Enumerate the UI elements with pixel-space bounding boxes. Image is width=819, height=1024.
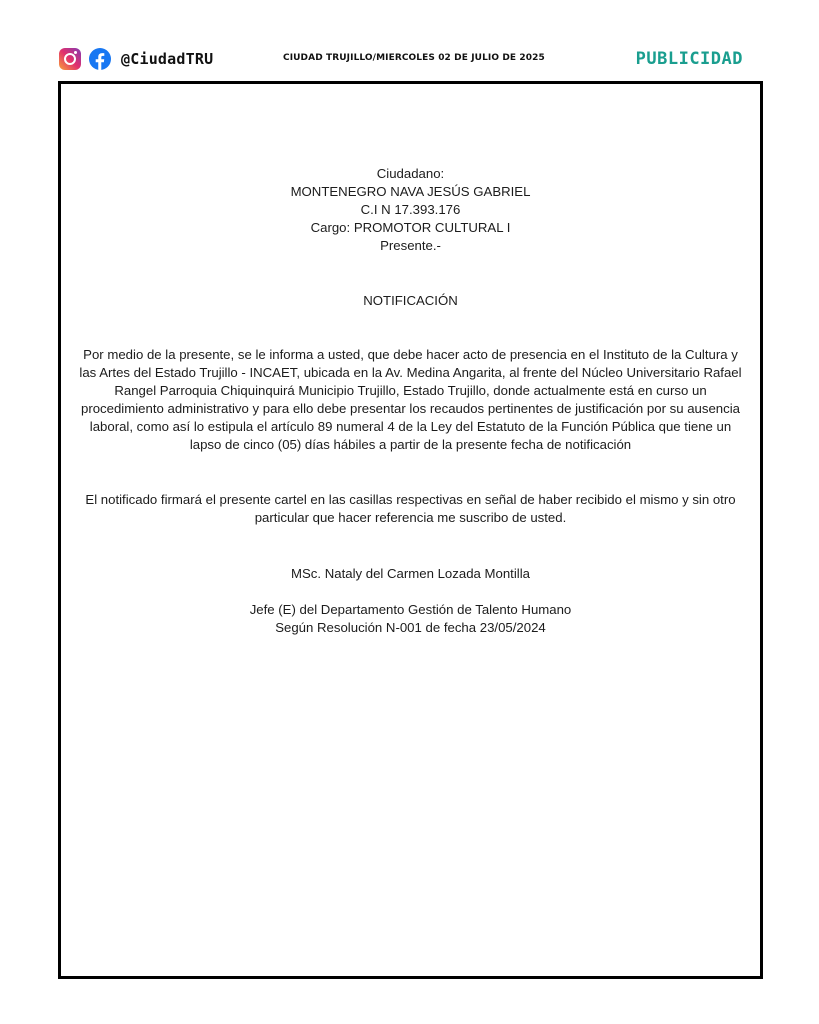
social-links	[59, 47, 213, 71]
signatory-role: Jefe (E) del Departamento Gestión de Talento Humano	[249, 602, 572, 617]
addressee-position: Cargo: PROMOTOR CULTURAL I	[310, 220, 511, 235]
notice-paragraph-2: El notificado firmará el presente cartel en las casillas respectivas en señal de haber recibido el mismo y sin otro particular que hacer referencia me suscribo de usted.	[85, 492, 736, 525]
header	[0, 0, 819, 80]
facebook-icon[interactable]	[89, 48, 111, 70]
signatory-role-block	[61, 601, 760, 637]
addressee-block	[61, 165, 760, 255]
addressee-id: C.I N 17.393.176	[360, 202, 461, 217]
publication-date-line: CIUDAD TRUJILLO/MIERCOLES 02 DE JULIO DE 2025	[283, 53, 545, 63]
addressee-presente: Presente.-	[380, 238, 441, 253]
notice-title: NOTIFICACIÓN	[363, 293, 458, 308]
publicity-label: PUBLICIDAD	[635, 49, 743, 69]
instagram-icon[interactable]	[59, 48, 81, 70]
signatory-name: MSc. Nataly del Carmen Lozada Montilla	[291, 566, 530, 581]
social-handle: @CiudadTRU	[121, 50, 214, 68]
signatory-resolution: Según Resolución N-001 de fecha 23/05/2024	[275, 620, 546, 635]
addressee-salutation: Ciudadano:	[376, 166, 445, 181]
notice-frame	[58, 81, 763, 979]
notice-paragraph-1: Por medio de la presente, se le informa a usted, que debe hacer acto de presencia en el Instituto de la Cultura y las Artes del Estado Trujillo - INCAET, ubicada en la Av. Medina Angarita, al frente del Núcleo Universitario Rafael Rangel Parroquia Chiquinquirá Municipio Trujillo, Estado Trujillo, donde actualmente está en curso un procedimiento administrativo y para ello debe presentar los recaudos pertinentes de justificación por su ausencia laboral, como así lo estipula el artículo 89 numeral 4 de la Ley del Estatuto de la Función Pública que tiene un lapso de cinco (05) días hábiles a partir de la presente fecha de notificación	[79, 347, 742, 452]
addressee-name: MONTENEGRO NAVA JESÚS GABRIEL	[290, 184, 531, 199]
